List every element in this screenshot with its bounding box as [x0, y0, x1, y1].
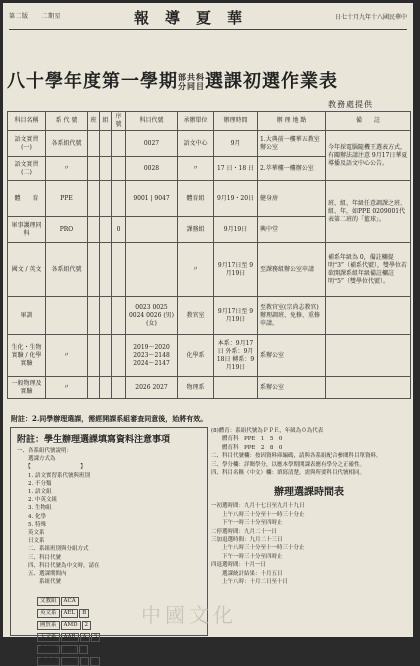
- library-stamp: 中國文化: [141, 603, 237, 627]
- table-cell: [88, 181, 100, 217]
- schedule-table: [7, 111, 411, 399]
- schedule-line: 上午八時三十分至十一時三十分止: [211, 511, 305, 518]
- example-box: 2: [82, 621, 92, 630]
- table-cell: 興中堂: [258, 217, 326, 243]
- table-cell: [100, 181, 112, 217]
- example-box: 英文系: [37, 609, 60, 618]
- table-cell: [88, 131, 100, 157]
- note-line: 四、科目名稱（中文）欄：填寫清楚，需與所要科目代號相同。: [211, 470, 366, 477]
- table-cell: 至教官室(宗尚志教官)辦理調班、免修、重修申請。: [258, 297, 326, 335]
- timetable-heading: 辦理選課時間表: [274, 487, 344, 499]
- table-cell: 軍事護理同科: [8, 217, 46, 243]
- instruction-line: 3. 生物組: [17, 505, 52, 512]
- note-line: 體育科 PPE 2 8 0: [211, 444, 283, 451]
- example-box: DLT: [61, 645, 78, 654]
- table-cell: 本系：9月17日 外系：9月18日 轉系：9月19日: [214, 335, 258, 377]
- table-body: [8, 131, 411, 399]
- instruction-line: 2. 中英文組: [17, 497, 57, 504]
- instructions-lines: [11, 447, 207, 595]
- instruction-line: 選課方式為: [17, 456, 56, 463]
- table-cell: 教官室: [178, 297, 214, 335]
- table-cell: 軍訓: [8, 297, 46, 335]
- table-cell: [100, 297, 112, 335]
- page-title: 八十學年度第一學期部共科 分同目選課初選作業表: [7, 71, 338, 92]
- table-cell: 2019～2020 2023～2148 2024～2147: [126, 335, 178, 377]
- table-cell: 語文中心: [178, 131, 214, 157]
- example-row: [37, 633, 207, 642]
- table-cell: [100, 243, 112, 297]
- table-cell: [88, 217, 100, 243]
- newspaper-header: [9, 7, 407, 30]
- table-cell: [88, 157, 100, 181]
- table-header-cell: 序號: [112, 112, 126, 131]
- table-cell: [112, 243, 126, 297]
- example-box: 文教組: [37, 597, 60, 606]
- table-cell: [326, 335, 411, 377]
- instruction-line: 【 】: [17, 464, 86, 471]
- title-fraction: 部共科 分同目: [178, 72, 205, 91]
- table-cell: 0027: [126, 131, 178, 157]
- table-cell: 〃: [46, 377, 88, 399]
- instruction-line: 五、選課期間內: [17, 571, 67, 578]
- table-header-cell: 組: [100, 112, 112, 131]
- table-cell: 至課務組辦公室申請: [258, 243, 326, 297]
- table-cell: 9月17日至 9月19日: [214, 297, 258, 335]
- example-box: PRO: [61, 657, 79, 666]
- instruction-line: 四、科目代號為中文時，請在: [17, 562, 100, 569]
- table-cell: 系辦公室: [258, 377, 326, 399]
- table-row: [8, 335, 411, 377]
- schedule-line: 三加退選時間：九月二十三日: [211, 537, 283, 544]
- example-row: [37, 645, 207, 654]
- example-box: 1: [80, 657, 90, 666]
- issue-label: 第二版 二期星: [9, 13, 62, 20]
- table-cell: 語文實習(一): [8, 131, 46, 157]
- table-cell: 〃: [46, 157, 88, 181]
- table-cell: [100, 131, 112, 157]
- table-row: [8, 181, 411, 217]
- table-row: [8, 131, 411, 157]
- table-row: [8, 243, 411, 297]
- table-cell: [100, 335, 112, 377]
- schedule-line: 上午八時三十分至十一時三十分止: [211, 545, 305, 552]
- example-box: 0: [90, 657, 100, 666]
- table-cell: 今年採電腦隨機王選表方式，有關辦法請注意 9月17日華夏導播及語文中心公告。: [326, 131, 411, 181]
- table-cell: 物理系: [178, 377, 214, 399]
- instructions-heading: 附註：學生辦理選課填寫資料注意事項: [17, 435, 171, 445]
- notes-box: [211, 427, 407, 587]
- table-cell: 2026 2027: [126, 377, 178, 399]
- example-box: AMD: [61, 621, 81, 630]
- example-box: ACA: [61, 597, 79, 606]
- table-cell: [326, 377, 411, 399]
- table-cell: 9月19・20日: [214, 181, 258, 217]
- example-box: AAR: [61, 633, 79, 642]
- newspaper-page: [3, 3, 413, 664]
- table-cell: 9月: [214, 131, 258, 157]
- schedule-line: 下午一時三十分至四時止: [211, 520, 283, 527]
- table-cell: 〃: [178, 243, 214, 297]
- instruction-line: 二、系組班別與分組方式: [17, 546, 89, 553]
- example-box: 3: [91, 633, 101, 642]
- table-cell: 0028: [126, 157, 178, 181]
- schedule-line: 四退選時間：十月一日: [211, 562, 267, 569]
- table-header-cell: 辦理時間: [214, 112, 258, 131]
- table-row: [8, 377, 411, 399]
- table-header-cell: 科目代號: [126, 112, 178, 131]
- table-cell: 0: [112, 217, 126, 243]
- note-line: 三、學分欄：詳閱學分，以應本學期開課表應有學分之正確性。: [211, 461, 366, 468]
- table-cell: [112, 377, 126, 399]
- table-cell: [88, 243, 100, 297]
- table-cell: 9001 | 9047: [126, 181, 178, 217]
- example-row: [37, 657, 207, 666]
- table-cell: 班、組、年級任意調課之班、組、年，如PPE 0209001代表第二班的「籃球」。: [326, 181, 411, 243]
- table-cell: 化學系: [178, 335, 214, 377]
- instruction-line: [17, 586, 207, 594]
- timetable-lines: [211, 502, 407, 586]
- table-cell: 0023 0025 0024 0026 (男) (女): [126, 297, 178, 335]
- table-cell: 語文實習(二): [8, 157, 46, 181]
- table-cell: PRO: [46, 217, 88, 243]
- instruction-line: 2. 不分類: [17, 480, 52, 487]
- table-cell: 〃: [46, 335, 88, 377]
- table-cell: 1.大典前一樓華五教室辦公室: [258, 131, 326, 157]
- example-box: 天文系: [37, 633, 60, 642]
- instruction-line: 一、各系組代號說明：: [17, 448, 73, 454]
- schedule-line: 下午一時三十分至四時止: [211, 553, 283, 560]
- note-line: 二、科目代號欄：按因資料庫編碼，請與各系組配合參閱科目單資料。: [211, 453, 382, 460]
- table-cell: [88, 297, 100, 335]
- notes-lines: [211, 427, 407, 477]
- table-header-cell: 承辦單位: [178, 112, 214, 131]
- schedule-line: 二停選時間：九月二十一日: [211, 528, 278, 535]
- instruction-line: 4. 化學: [17, 513, 46, 520]
- table-row: [8, 297, 411, 335]
- table-header-cell: 辦 理 地 點: [258, 112, 326, 131]
- table-cell: [46, 297, 88, 335]
- table-cell: [126, 217, 178, 243]
- instruction-line: 日文系: [17, 538, 45, 545]
- schedule-line: 上午八時：十月二日至十日: [211, 579, 289, 586]
- table-cell: 健身房: [258, 181, 326, 217]
- table-cell: 9月19日: [214, 217, 258, 243]
- example-box: 0: [79, 645, 89, 654]
- table-cell: [112, 131, 126, 157]
- table-cell: [126, 243, 178, 297]
- table-header-cell: 科目名稱: [8, 112, 46, 131]
- table-cell: 2.萃華樓一樓辦公室: [258, 157, 326, 181]
- table-cell: 系辦公室: [258, 335, 326, 377]
- example-box: AEL: [61, 609, 79, 618]
- table-cell: 生化・生物實驗 / 化學實驗: [8, 335, 46, 377]
- table-cell: 一般物理及實驗: [8, 377, 46, 399]
- provider-label: 教務處提供: [328, 100, 373, 109]
- instruction-line: 5. 特殊: [17, 521, 46, 528]
- table-cell: 9月17日至 9月19日: [214, 243, 258, 297]
- table-cell: [88, 335, 100, 377]
- note-line: (8)體育：系組代號為ＰＰＥ，年級為０為代表: [211, 428, 324, 434]
- table-cell: PPE: [46, 181, 88, 217]
- table-cell: 各系組代號: [46, 243, 88, 297]
- table-cell: 各系組代號: [46, 131, 88, 157]
- instruction-line: 1. 語文實習系代號與班別: [17, 472, 90, 479]
- example-box: 國貿系: [37, 621, 60, 630]
- note-line: 體育科 PPE 1 5 0: [211, 436, 283, 443]
- schedule-line: 選課統計結果：十月五日: [211, 570, 283, 577]
- schedule-line: 一初選時間：九月十七日至九月十九日: [211, 503, 305, 510]
- table-cell: 〃: [178, 157, 214, 181]
- table-header-cell: 備 註: [326, 112, 411, 131]
- table-cell: [100, 377, 112, 399]
- footnote: 附註：2.同學辦理選課，需經開課系組審查同意後，始將有效。: [11, 414, 208, 423]
- table-cell: [112, 157, 126, 181]
- table-cell: [214, 377, 258, 399]
- example-box: 戲劇系: [37, 645, 60, 654]
- table-cell: 課務組: [178, 217, 214, 243]
- table-cell: 國文 / 英文: [8, 243, 46, 297]
- masthead: 報導夏華: [134, 9, 259, 27]
- example-box: B: [79, 609, 89, 618]
- table-cell: [88, 377, 100, 399]
- table-cell: [112, 335, 126, 377]
- table-cell: [100, 217, 112, 243]
- example-box: 教務處: [37, 657, 60, 666]
- instruction-line: 英文系: [17, 530, 45, 537]
- table-cell: 補系年級為 0，備註欄提明“3”（補系代號），雙學位若欲開課系組年級備註欄註明“5”（雙學位代號）。: [326, 243, 411, 297]
- table-cell: [100, 157, 112, 181]
- table-header-cell: 系 代 號: [46, 112, 88, 131]
- table-cell: 體 育: [8, 181, 46, 217]
- instruction-line: 系組代號: [17, 579, 62, 586]
- date-label: 日七十月九年十八國民華中: [334, 14, 407, 21]
- table-cell: [326, 297, 411, 335]
- instruction-line: 1. 語文組: [17, 489, 52, 496]
- example-box: A: [80, 633, 90, 642]
- table-header-row: [8, 112, 411, 131]
- table-cell: [112, 297, 126, 335]
- table-cell: [112, 181, 126, 217]
- table-cell: 體育組: [178, 181, 214, 217]
- instruction-line: 三、科目代號: [17, 554, 62, 561]
- table-cell: 17 日・18 日: [214, 157, 258, 181]
- table-header-cell: 班: [88, 112, 100, 131]
